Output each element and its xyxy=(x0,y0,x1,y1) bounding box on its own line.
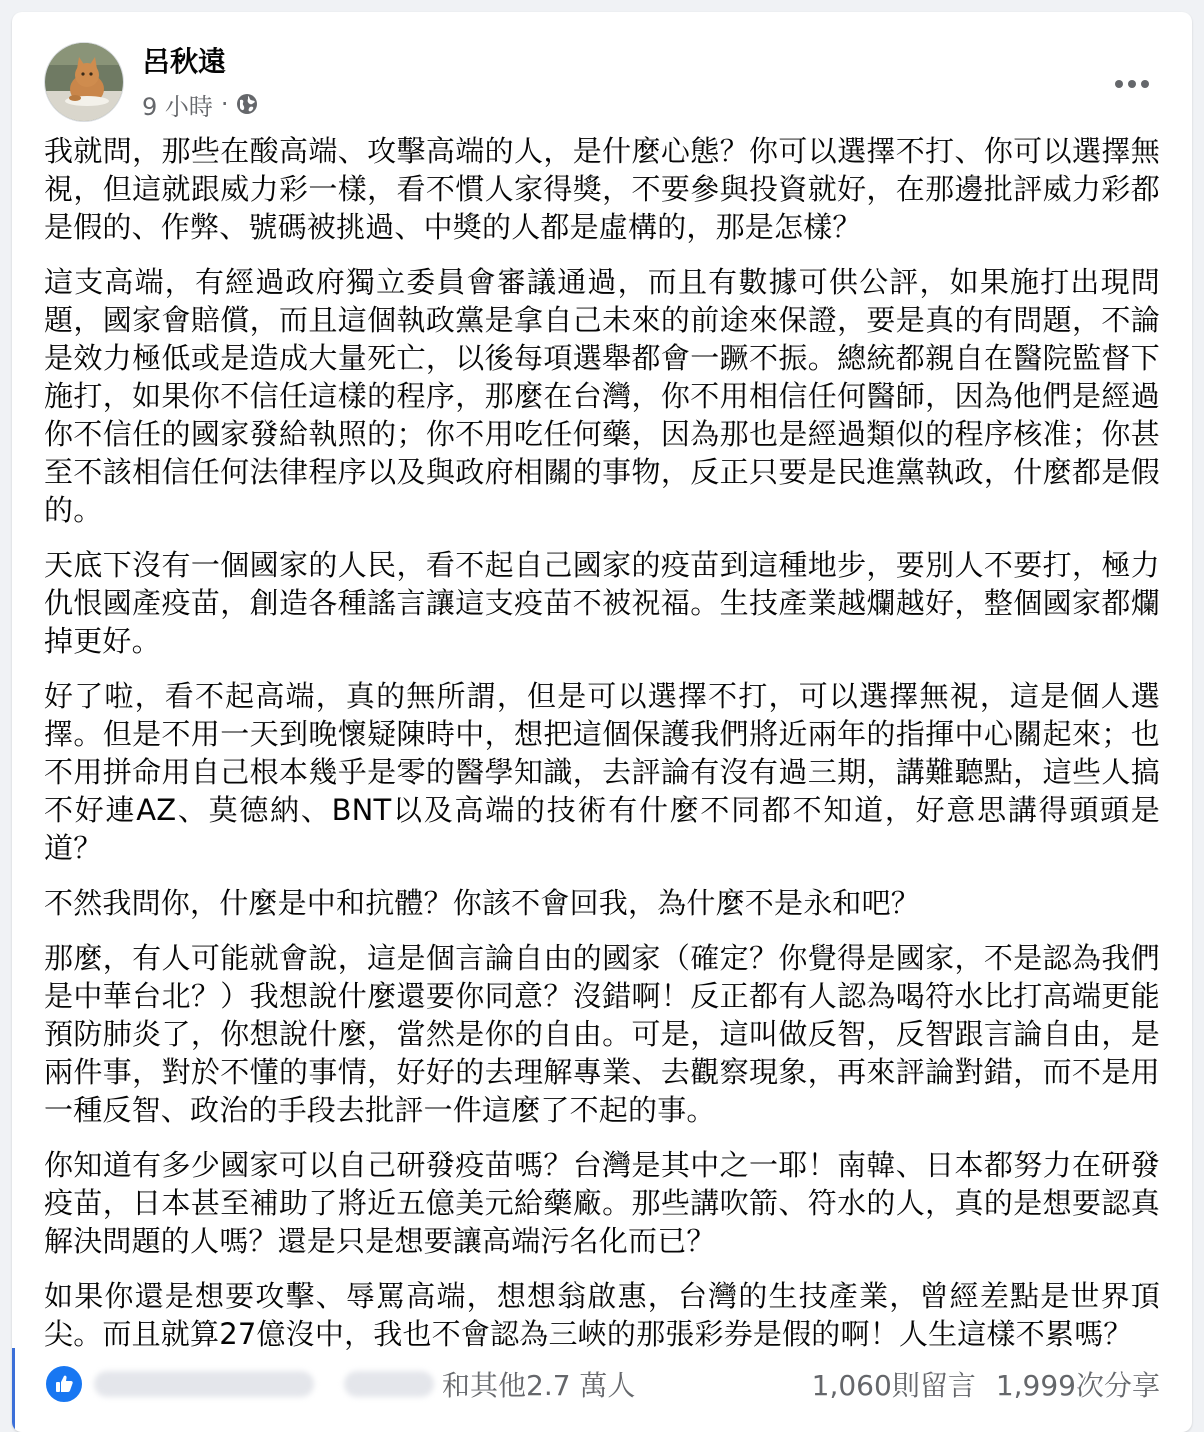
post-paragraph: 不然我問你，什麼是中和抗體？你該不會回我，為什麼不是永和吧？ xyxy=(44,886,921,920)
post-card xyxy=(12,12,1192,1432)
post-paragraph: 你知道有多少國家可以自己研發疫苗嗎？台灣是其中之一耶！南韓、日本都努力在研發疫苗，日本甚至補助了將近五億美元給藥廠。那些講吹箭、符水的人，真的是想要認真解決問題的人嗎？還是只是想要讓高端污名化而已？ xyxy=(44,1148,1160,1258)
like-reaction-icon[interactable] xyxy=(44,1364,84,1404)
post-paragraph: 那麼，有人可能就會說，這是個言論自由的國家（確定？你覺得是國家，不是認為我們是中華台北？）我想說什麼還要你同意？沒錯啊！反正都有人認為喝符水比打高端更能預防肺炎了，你想說什麼，當然是你的自由。可是，這叫做反智，反智跟言論自由，是兩件事，對於不懂的事情，好好的去理解專業、去觀察現象，再來評論對錯，而不是用一種反智、政治的手段去批評一件這麼了不起的事。 xyxy=(44,941,1160,1127)
meta-separator: · xyxy=(220,90,229,118)
post-stats-bar xyxy=(44,1362,1160,1406)
post-paragraph: 如果你還是想要攻擊、辱罵高端，想想翁啟惠，台灣的生技產業，曾經差點是世界頂尖。而且就算27億沒中，我也不會認為三峽的那張彩券是假的啊！人生這樣不累嗎？ xyxy=(44,1279,1160,1351)
post-paragraph: 好了啦，看不起高端，真的無所謂，但是可以選擇不打，可以選擇無視，這是個人選擇。但是不用一天到晚懷疑陳時中，想把這個保護我們將近兩年的指揮中心關起來；也不用拼命用自己根本幾乎是零的醫學知識，去評論有沒有過三期，講難聽點，這些人搞不好連AZ、莫德納、BNT以及高端的技術有什麼不同都不知道，好意思講得頭頭是道？ xyxy=(44,679,1160,865)
more-options-icon xyxy=(1114,79,1150,89)
post-paragraph: 我就問，那些在酸高端、攻擊高端的人，是什麼心態？你可以選擇不打、你可以選擇無視，但這就跟威力彩一樣，看不慣人家得獎，不要參與投資就好，在那邊批評威力彩都是假的、作弊、號碼被挑過、中獎的人都是虛構的，那是怎樣？ xyxy=(44,134,1160,244)
more-options-button[interactable] xyxy=(1104,56,1160,112)
post-paragraph: 這支高端，有經過政府獨立委員會審議通過，而且有數據可供公評，如果施打出現問題，國家會賠償，而且這個執政黨是拿自己未來的前途來保證，要是真的有問題，不論是效力極低或是造成大量死亡，以後每項選舉都會一蹶不振。總統都親自在醫院監督下施打，如果你不信任這樣的程序，那麼在台灣，你不用相信任何醫師，因為他們是經過你不信任的國家發給執照的；你不用吃任何藥，因為那也是經過類似的程序核准；你甚至不該相信任何法律程序以及與政府相關的事物，反正只要是民進黨執政，什麼都是假的。 xyxy=(44,265,1160,527)
post-timestamp[interactable]: 9 小時 xyxy=(142,92,213,121)
blurred-reactor-name[interactable] xyxy=(94,1371,314,1397)
author-name[interactable]: 呂秋遠 xyxy=(142,45,227,78)
globe-icon[interactable] xyxy=(235,92,259,116)
blurred-reactor-name[interactable] xyxy=(344,1371,434,1397)
reactions-count[interactable]: 和其他2.7 萬人 xyxy=(442,1369,636,1402)
post-meta xyxy=(142,88,259,120)
post-body xyxy=(44,132,1160,1370)
comments-count[interactable]: 1,060則留言 xyxy=(811,1369,976,1402)
engagement-counts xyxy=(812,1364,1160,1404)
avatar-cat-image xyxy=(45,43,124,122)
avatar[interactable] xyxy=(44,42,124,122)
post-header xyxy=(44,42,1160,122)
shares-count[interactable]: 1,999次分享 xyxy=(995,1369,1160,1402)
post-paragraph: 天底下沒有一個國家的人民，看不起自己國家的疫苗到這種地步，要別人不要打，極力仇恨國產疫苗，創造各種謠言讓這支疫苗不被祝福。生技產業越爛越好，整個國家都爛掉更好。 xyxy=(44,548,1160,658)
focus-accent-bar xyxy=(12,1348,15,1432)
